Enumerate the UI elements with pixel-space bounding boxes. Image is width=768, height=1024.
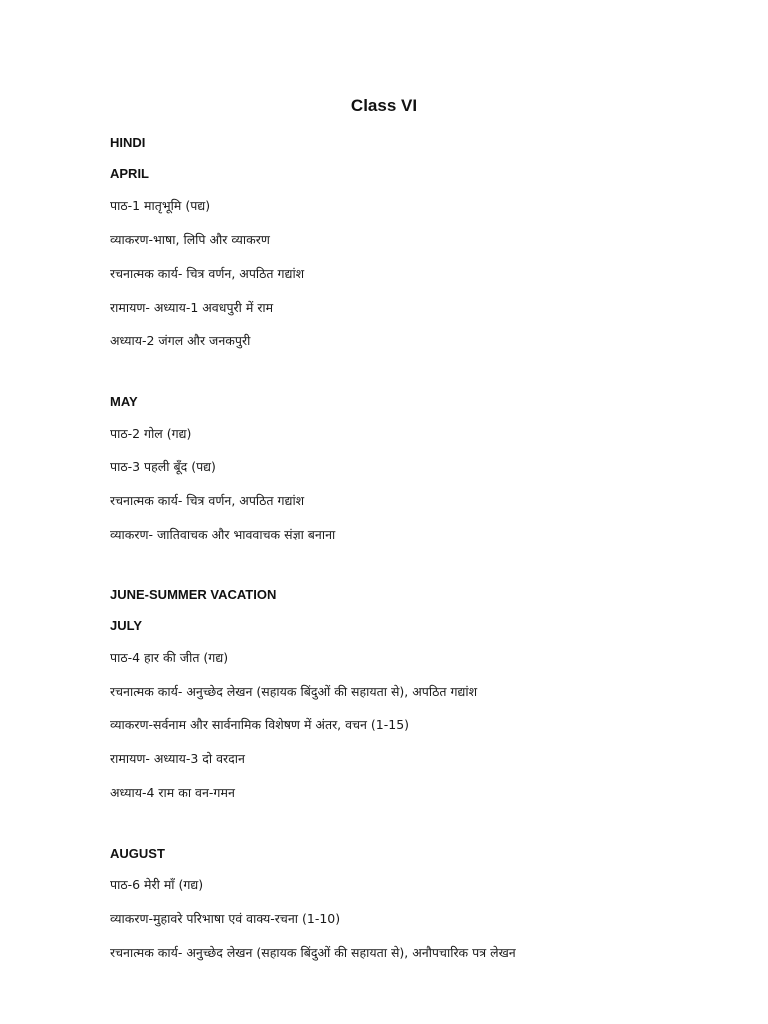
month-heading-june: JUNE-SUMMER VACATION (110, 587, 277, 602)
list-item: पाठ-3 पहली बूँद (पद्य) (110, 459, 216, 474)
list-item: रचनात्मक कार्य- अनुच्छेद लेखन (सहायक बिंदुओं की सहायता से), अनौपचारिक पत्र लेखन (110, 945, 516, 960)
month-heading-july: JULY (110, 618, 143, 633)
month-heading-august: AUGUST (110, 846, 165, 861)
subject-heading: HINDI (110, 135, 146, 150)
list-item: पाठ-6 मेरी माँ (गद्य) (110, 877, 204, 892)
list-item: रचनात्मक कार्य- अनुच्छेद लेखन (सहायक बिंदुओं की सहायता से), अपठित गद्यांश (110, 684, 478, 699)
month-heading-may: MAY (110, 394, 138, 409)
list-item: व्याकरण- जातिवाचक और भाववाचक संज्ञा बनाना (110, 527, 336, 542)
month-heading-april: APRIL (110, 166, 149, 181)
list-item: पाठ-1 मातृभूमि (पद्य) (110, 198, 211, 213)
list-item: व्याकरण-मुहावरे परिभाषा एवं वाक्य-रचना (1-10) (110, 911, 341, 926)
list-item: रामायण- अध्याय-3 दो वरदान (110, 751, 245, 766)
list-item: रचनात्मक कार्य- चित्र वर्णन, अपठित गद्यांश (110, 493, 305, 508)
page-title: Class VI (350, 96, 418, 115)
list-item: अध्याय-2 जंगल और जनकपुरी (110, 333, 251, 348)
list-item: रचनात्मक कार्य- चित्र वर्णन, अपठित गद्यांश (110, 266, 305, 281)
list-item: व्याकरण-भाषा, लिपि और व्याकरण (110, 232, 270, 247)
list-item: व्याकरण-सर्वनाम और सार्वनामिक विशेषण में अंतर, वचन (1-15) (110, 717, 410, 732)
list-item: पाठ-4 हार की जीत (गद्य) (110, 650, 229, 665)
list-item: रामायण- अध्याय-1 अवधपुरी में राम (110, 300, 274, 315)
list-item: अध्याय-4 राम का वन-गमन (110, 785, 235, 800)
list-item: पाठ-2 गोल (गद्य) (110, 426, 192, 441)
